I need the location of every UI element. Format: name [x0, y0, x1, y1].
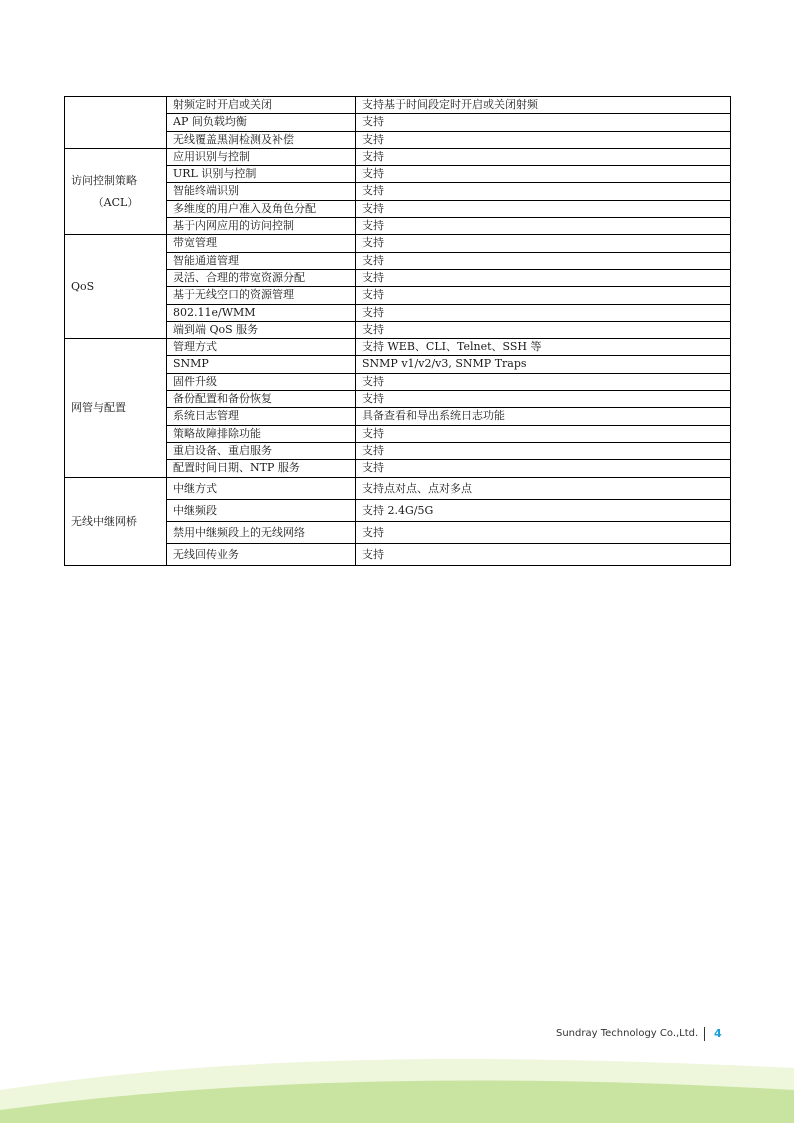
feature-cell: 配置时间日期、NTP 服务: [167, 460, 356, 477]
category-cell: [65, 477, 167, 565]
category-cell: [65, 148, 167, 234]
feature-cell: 备份配置和备份恢复: [167, 391, 356, 408]
value-cell: 支持: [356, 304, 731, 321]
feature-cell: 智能终端识别: [167, 183, 356, 200]
feature-cell: 多维度的用户准入及角色分配: [167, 200, 356, 217]
feature-cell: 智能通道管理: [167, 252, 356, 269]
category-cell: [65, 235, 167, 339]
value-cell: 支持: [356, 321, 731, 338]
feature-cell: 中继方式: [167, 477, 356, 499]
category-label: 网管与配置: [71, 400, 126, 414]
table-row: [65, 148, 731, 165]
value-cell: 支持: [356, 200, 731, 217]
value-cell: 支持: [356, 148, 731, 165]
category-cell: [65, 339, 167, 477]
table-row: [65, 477, 731, 499]
value-cell: 支持基于时间段定时开启或关闭射频: [356, 97, 731, 114]
feature-cell: 802.11e/WMM: [167, 304, 356, 321]
value-cell: 支持: [356, 460, 731, 477]
feature-cell: 固件升级: [167, 373, 356, 390]
feature-cell: SNMP: [167, 356, 356, 373]
value-cell: 支持: [356, 252, 731, 269]
feature-cell: 基于无线空口的资源管理: [167, 287, 356, 304]
footer-company: Sundray Technology Co.,Ltd.: [556, 1028, 699, 1039]
category-label: 无线中继网桥: [71, 514, 137, 528]
table-row: [65, 235, 731, 252]
feature-cell: 应用识别与控制: [167, 148, 356, 165]
value-cell: 支持: [356, 235, 731, 252]
value-cell: 支持 WEB、CLI、Telnet、SSH 等: [356, 339, 731, 356]
value-cell: 支持: [356, 183, 731, 200]
value-cell: 支持: [356, 131, 731, 148]
value-cell: 支持: [356, 373, 731, 390]
feature-cell: 灵活、合理的带宽资源分配: [167, 269, 356, 286]
value-cell: 支持: [356, 269, 731, 286]
feature-cell: 端到端 QoS 服务: [167, 321, 356, 338]
feature-cell: 系统日志管理: [167, 408, 356, 425]
feature-cell: 基于内网应用的访问控制: [167, 218, 356, 235]
page-number: 4: [714, 1027, 722, 1040]
value-cell: 支持: [356, 442, 731, 459]
feature-cell: 中继频段: [167, 499, 356, 521]
feature-cell: 带宽管理: [167, 235, 356, 252]
feature-cell: 重启设备、重启服务: [167, 442, 356, 459]
value-cell: 支持: [356, 521, 731, 543]
value-cell: 支持 2.4G/5G: [356, 499, 731, 521]
feature-cell: 射频定时开启或关闭: [167, 97, 356, 114]
category-label: QoS: [71, 279, 95, 293]
feature-cell: 无线回传业务: [167, 543, 356, 565]
value-cell: 支持: [356, 287, 731, 304]
feature-cell: URL 识别与控制: [167, 166, 356, 183]
footer-wave-decoration: [0, 1050, 794, 1123]
feature-cell: AP 间负载均衡: [167, 114, 356, 131]
table-row: [65, 339, 731, 356]
category-sublabel: （ACL）: [92, 195, 139, 209]
table-row: [65, 97, 731, 114]
value-cell: SNMP v1/v2/v3, SNMP Traps: [356, 356, 731, 373]
footer-separator: [704, 1027, 705, 1041]
feature-cell: 策略故障排除功能: [167, 425, 356, 442]
category-label: 访问控制策略: [71, 173, 137, 187]
value-cell: 支持: [356, 166, 731, 183]
value-cell: 支持: [356, 218, 731, 235]
feature-cell: 无线覆盖黑洞检测及补偿: [167, 131, 356, 148]
spec-table-body: [65, 97, 731, 566]
value-cell: 支持点对点、点对多点: [356, 477, 731, 499]
category-cell: [65, 97, 167, 149]
value-cell: 支持: [356, 543, 731, 565]
value-cell: 具备查看和导出系统日志功能: [356, 408, 731, 425]
value-cell: 支持: [356, 391, 731, 408]
spec-table: [64, 96, 731, 566]
feature-cell: 禁用中继频段上的无线网络: [167, 521, 356, 543]
value-cell: 支持: [356, 425, 731, 442]
value-cell: 支持: [356, 114, 731, 131]
feature-cell: 管理方式: [167, 339, 356, 356]
